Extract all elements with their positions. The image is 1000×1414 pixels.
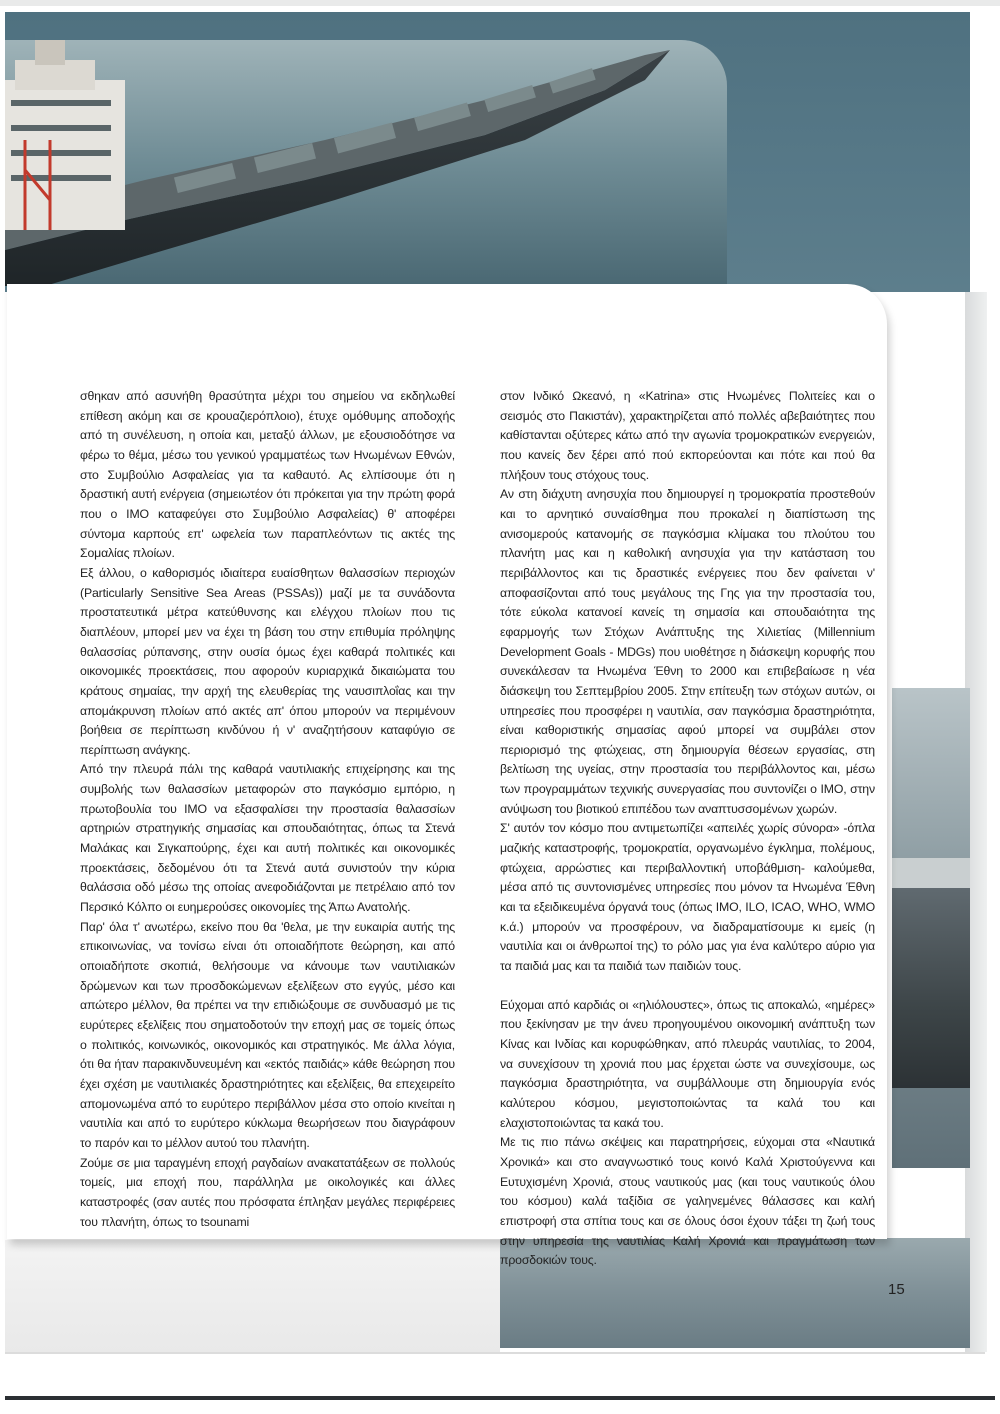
paragraph: Ζούμε σε μια ταραγμένη εποχή ραγδαίων ανακατατάξεων σε πολλούς τομείς, μια εποχή που, παράλληλα με οικολογικές και άλλες καταστροφές (σαν αυτές που πρόσφατα έπληξαν μεγάλες περιφέρειες του πλανήτη, όπως το tsounami xyxy=(80,1155,455,1229)
page-number: 15 xyxy=(888,1281,905,1298)
page-top-edge xyxy=(0,0,1000,6)
paragraph: Με τις πιο πάνω σκέψεις και παρατηρήσεις, εύχομαι στα «Ναυτικά Χρονικά» και στο αναγνωστικό τους κοινό Καλά Χριστούγεννα και Ευτυχισμένη Χρονιά, στους ναυτικούς μας (και τους ναυτικούς όλου του κόσμου) καλά ταξίδια σε γαληνεμένες θάλασσες και καλή επιστροφή στα σπίτια τους και σε όλους όσοι έχουν τάξει τη ζωή τους στην υπηρεσία της ναυτιλίας Καλή Χρονιά και πραγμάτωση των προσδοκιών τους. xyxy=(500,1135,875,1268)
bottom-left-band xyxy=(5,1240,500,1352)
side-ship-photo xyxy=(892,688,970,1168)
bottom-divider xyxy=(5,1352,985,1354)
paragraph: Αν στη διάχυτη ανησυχία που δημιουργεί η τρομοκρατία προστεθούν και το αρνητικό συναίσθημα που προκαλεί η διαπίστωση της ανισομερούς κατανομής σε παγκόσμια κλίμακα του πλούτου του πλανήτη μας και η καθολική ανησυχία για την κατάσταση του περιβάλλοντος και τις δραστικές ενέργειες που δεν φαίνεται ν' αποφασίζονται από τους μεγάλους της Γης για την προστασία του, τότε εύκολα κατανοεί κανείς τη σημασία και σπουδαιότητα της εφαρμογής των Στόχων Ανάπτυξης της Χιλιετίας (Millennium Development Goals - MDGs) που υιοθέτησε η διάσκεψη κορυφής που συνεκάλεσαν τα Ηνωμένα Έθνη το 2000 και επιβεβαίωσε η νέα διάσκεψη του Σεπτεμβρίου 2005. Στην επίτευξη των στόχων αυτών, οι υπηρεσίες που προσφέρει η ναυτιλία, σαν παγκόσμια δραστηριότητα, είναι καθοριστικής σημασίας αφού μπορεί να συμβάλει στον περιορισμό της φτώχειας, στη δημιουργία θέσεων εργασίας, στη βελτίωση της υγείας, στην προστασία του περιβάλλοντος και, μέσω των προγραμμάτων τεχνικής συνεργασίας που συντονίζει ο ΙΜΟ, στην ανύψωση του βιοτικού επιπέδου των αναπτυσσομένων χωρών. xyxy=(500,487,875,816)
paragraph: Εύχομαι από καρδιάς οι «ηλιόλουστες», όπως τις αποκαλώ, «ημέρες» που ξεκίνησαν με την άνευ προηγουμένου οικονομική ανάπτυξη των Κίνας και Ινδίας και κορυφώθηκαν, από πλευράς ναυτιλίας, το 2004, να συνεχίσουν τη χρονιά που μας έρχεται ώστε να συνεχίσουμε, ως παγκόσμια δραστηριότητα, να συμβάλλουμε στη δημιουργία ενός καλύτερου κόσμου, μεγιστοποιώντας τα καλά του και ελαχιστοποιώντας τα κακά του. xyxy=(500,997,875,1130)
ship-photo xyxy=(5,40,727,286)
paragraph: στον Ινδικό Ωκεανό, η «Katrina» στις Ηνωμένες Πολιτείες και ο σεισμός στο Πακιστάν), χαρακτηρίζεται από πολλές αβεβαιότητες που καθίστανται οξύτερες κάτω από την αγωνία τρομοκρατικών ενεργειών, που κανείς δεν ξέρει από πού εκπορεύονται και πότε και πού θα πλήξουν τους στόχους τους. xyxy=(500,389,875,482)
page-bottom-rule xyxy=(5,1396,995,1400)
article-left-column xyxy=(80,387,455,1232)
paragraph: Σ' αυτόν τον κόσμο που αντιμετωπίζει «απειλές χωρίς σύνορα» -όπλα μαζικής καταστροφής, τρομοκρατία, οργανωμένο έγκλημα, πολέμους, φτώχεια, αρρώστιες και περιβαλλοντική υποβάθμιση- καλούμεθα, μέσα από τις συντονισμένες υπηρεσίες που μόνον τα Ηνωμένα Έθνη και τα εξειδικευμένα όργανά τους (όπως IMO, ILO, ICAO, WHO, WMO κ.ά.) μπορούν να προσφέρουν, να διαδραματίσουμε κι εμείς (η ναυτιλία και οι άνθρωποί της) το ρόλο μας για ένα καλύτερο αύριο για τα παιδιά μας και τα παιδιά των παιδιών τους. xyxy=(500,821,875,974)
paragraph: Από την πλευρά πάλι της καθαρά ναυτιλιακής επιχείρησης και της συμβολής των θαλασσίων μεταφορών στο παγκόσμιο εμπόριο, η πρωτοβουλία του ΙΜΟ να εξασφαλίσει την προστασία θαλασσίων αρτηριών στρατηγικής σημασίας και σπουδαιότητας, όπως τα Στενά Μαλάκας και Σιγκαπούρης, έχει και αυτή πολιτικές και οικονομικές προεκτάσεις, δεδομένου ότι τα Στενά αυτά συνιστούν την κύρια θαλάσσια οδό μέσω της οποίας ανεφοδιάζονται με πετρέλαιο από τον Περσικό Κόλπο οι ευημερούσες οικονομίες της Άπω Ανατολής. xyxy=(80,762,455,915)
paragraph: σθηκαν από ασυνήθη θρασύτητα μέχρι του σημείου να εκδηλωθεί επίθεση ακόμη και σε κρουαζιερόπλοιο), έτυχε ομόθυμης αποδοχής από τη συνέλευση, η οποία και, μεταξύ άλλων, με εξουσιοδότησε να φέρω το θέμα, μέσω του γενικού γραμματέως των Ηνωμένων Εθνών, στο Συμβούλιο Ασφαλείας για τα καθαυτό. Ας ελπίσουμε ότι η δραστική αυτή ενέργεια (σημειωτέον ότι πρόκειται για την πρώτη φορά που ο ΙΜΟ καταφεύγει στο Συμβούλιο Ασφαλείας) θ' αποφέρει σύντομα καρπούς επ' ωφελεία των παραπλεόντων τις ακτές της Σομαλίας πλοίων. xyxy=(80,389,455,561)
paragraph: Παρ' όλα τ' ανωτέρω, εκείνο που θα 'θελα, με την ευκαιρία αυτής της επικοινωνίας, να τονίσω είναι ότι οποιαδήποτε θεώρηση, και από οποιαδήποτε σκοπιά, θελήσουμε να κάνουμε των ναυτιλιακών δρώμενων και των προσδοκώμενων εξελίξεων στο εγγύς, μέσο και απώτερο μέλλον, θα πρέπει να την επιδιώξουμε σε συνδυασμό με τις ευρύτερες εξελίξεις που σηματοδοτούν την εποχή μας σε τομείς όπως ο πολιτικός, κοινωνικός, οικονομικός και στρατηγικός. Με άλλα λόγια, ότι θα ήταν παρακινδυνευμένη και «εκτός παιδιάς» κάθε θεώρηση που έχει σχέση με ναυτιλιακές δραστηριότητες και εξελίξεις, θα επεχειρείτο απομονωμένα από το ευρύτερο περιβάλλον μέσα στο οποίο κινείται η ναυτιλία και από το ευρύτερο κύκλωμα θεωρήσεων που διαγράφουν το παρόν και το μέλλον αυτού του πλανήτη. xyxy=(80,919,455,1150)
article-right-column xyxy=(500,387,875,1271)
paragraph: Εξ άλλου, ο καθορισμός ιδιαίτερα ευαίσθητων θαλασσίων περιοχών (Particularly Sensitive Sea Areas (PSSAs)) μαζί με τα συνάδοντα προστατευτικά μέτρα κατεύθυνσης και ελέγχου πλοίων που τις διαπλέουν, μπορεί μεν να έχει τη βάση του στην επιθυμία πρόληψης θαλασσίας ρύπανσης, στην ουσία όμως έχει καθαρά πολιτικές και οικονομικές προεκτάσεις, που αφορούν κυριαρχικά δικαιώματα του κράτους σημαίας, την αρχή της ελευθερίας της ναυσιπλοΐας και την απομάκρυνση πλοίων από ακτές απ' όπου μπορούν να περιμένουν βοήθεια σε περίπτωση κινδύνου ή ν' αναζητήσουν καταφύγιο σε περίπτωση ανάγκης. xyxy=(80,565,455,757)
